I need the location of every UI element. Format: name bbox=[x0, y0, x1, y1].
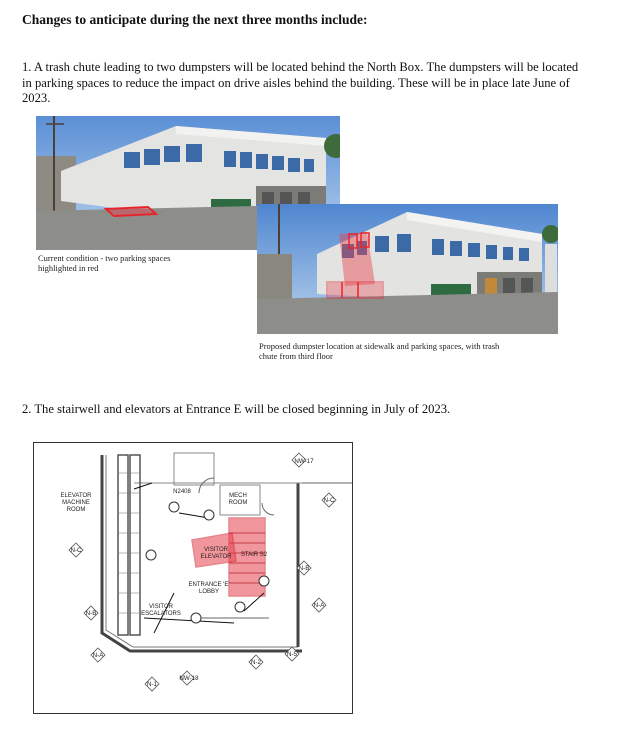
svg-text:ELEVATOR: ELEVATOR bbox=[200, 554, 232, 560]
room-number-label: N2408 bbox=[173, 489, 191, 495]
grid-tag: N-A bbox=[92, 652, 104, 659]
svg-text:LOBBY: LOBBY bbox=[198, 589, 220, 595]
grid-tag: N-5 bbox=[287, 651, 297, 658]
grid-tag: NW-18 bbox=[179, 675, 199, 682]
item-1-text: 1. A trash chute leading to two dumpsters will be located behind the North Box. The dumpsters will be located in parking spaces to reduce the impact on drive aisles behind the building. These will be in place late June of 2023. bbox=[22, 60, 579, 105]
mech-room-label: MECH bbox=[229, 493, 247, 499]
svg-text:ESCALATORS: ESCALATORS bbox=[141, 611, 181, 617]
grid-tag: N-1 bbox=[147, 681, 157, 688]
visitor-elevator-label: VISITOR bbox=[204, 547, 228, 553]
entrance-e-floor-plan bbox=[33, 442, 353, 714]
elevator-machine-room-label: ELEVATOR bbox=[60, 493, 92, 499]
grid-tag: N-B bbox=[85, 610, 97, 617]
item-2-text: 2. The stairwell and elevators at Entrance E will be closed beginning in July of 2023. bbox=[22, 402, 451, 416]
grid-tag: NW-17 bbox=[294, 458, 314, 465]
grid-tag: N-A bbox=[313, 602, 325, 609]
escalators-label: VISITOR bbox=[149, 604, 173, 610]
grid-tag: N-C bbox=[323, 497, 335, 504]
page-heading: Changes to anticipate during the next three months include: bbox=[22, 12, 368, 27]
proposed-location-photo bbox=[257, 204, 558, 334]
svg-text:MACHINE: MACHINE bbox=[62, 500, 90, 506]
grid-tag: N-C bbox=[70, 547, 82, 554]
grid-tag: N-B bbox=[298, 565, 310, 572]
svg-text:ROOM: ROOM bbox=[66, 507, 86, 513]
proposed-location-caption: Proposed dumpster location at sidewalk and parking spaces, with trash chute from third floor bbox=[259, 341, 500, 361]
stair-label: STAIR S2 bbox=[240, 552, 268, 558]
current-condition-caption: Current condition - two parking spaces highlighted in red bbox=[38, 253, 171, 273]
grid-tag: N-2 bbox=[251, 659, 261, 666]
lobby-label: ENTRANCE 'E' bbox=[188, 582, 230, 588]
svg-text:ROOM: ROOM bbox=[228, 500, 248, 506]
